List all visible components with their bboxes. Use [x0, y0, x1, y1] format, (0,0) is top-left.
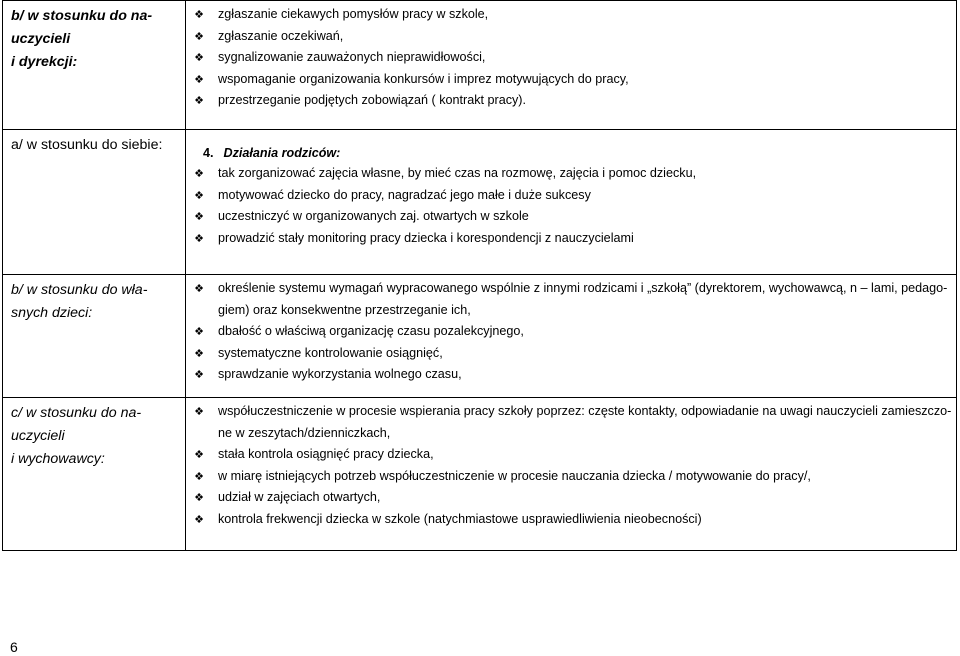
label-line: snych dzieci:: [11, 305, 93, 321]
item-text: kontrola frekwencji dziecka w szkole (natychmiastowe usprawiedliwienia nieobecności): [218, 511, 702, 526]
item-text: zgłaszanie ciekawych pomysłów pracy w szkole,: [218, 7, 489, 21]
label-line: uczycieli: [11, 31, 71, 47]
bullet-icon: ❖: [194, 72, 204, 86]
list-item: [190, 444, 952, 466]
row-content: [186, 275, 957, 398]
label-line: b/ w stosunku do na-: [11, 8, 153, 24]
list-item: [190, 163, 952, 185]
list-item: [190, 487, 952, 509]
list-item: [190, 321, 952, 343]
section-number: 4.: [203, 146, 214, 160]
list-item: [190, 47, 952, 69]
item-text: wspomaganie organizowania konkursów i imprez motywujących do pracy,: [218, 71, 629, 86]
bullet-icon: ❖: [194, 448, 204, 462]
bullet-icon: ❖: [194, 51, 204, 65]
row-content: [186, 1, 957, 130]
row-label: [3, 1, 186, 130]
page-number: 6: [10, 639, 18, 655]
list-item: [190, 4, 952, 26]
label-line: i dyrekcji:: [11, 54, 78, 70]
item-text: stała kontrola osiągnięć pracy dziecka,: [218, 447, 434, 462]
bullet-icon: ❖: [194, 512, 204, 526]
list-item: [190, 466, 952, 488]
list-item: [190, 26, 952, 48]
table-row: [3, 275, 957, 398]
table-row: [3, 398, 957, 551]
item-text: ne w zeszytach/dzienniczkach,: [218, 425, 391, 440]
item-text: giem) oraz konsekwentne przestrzeganie ich,: [218, 302, 471, 317]
bullet-icon: ❖: [194, 167, 204, 180]
item-text: sygnalizowanie zauważonych nieprawidłowości,: [218, 50, 486, 65]
table-row: [3, 130, 957, 275]
item-text: motywować dziecko do pracy, nagradzać jego małe i duże sukcesy: [218, 187, 591, 202]
label-line: b/ w stosunku do wła-: [11, 282, 148, 298]
list-item: [190, 90, 952, 112]
list-item: [190, 206, 952, 228]
section-heading: [190, 133, 952, 163]
label-line: i wychowawcy:: [11, 451, 105, 467]
item-text: tak zorganizować zajęcia własne, by mieć czas na rozmowę, zajęcia i pomoc dziecku,: [218, 166, 697, 180]
item-text: określenie systemu wymagań wypracowanego wspólnie z innymi rodzicami i „szkołą” (dyrektorem, wychowawcą, n – lami, pedago-: [218, 281, 948, 295]
list-item: [190, 509, 952, 531]
list-item: [190, 185, 952, 207]
bullet-list: [190, 163, 952, 249]
bullet-icon: ❖: [194, 405, 204, 418]
item-text: współuczestniczenie w procesie wspierania pracy szkoły poprzez: częste kontakty, odpowiadanie na uwagi nauczycieli zamieszczo-: [218, 404, 952, 418]
bullet-list: [190, 278, 952, 386]
item-text: dbałość o właściwą organizację czasu pozalekcyjnego,: [218, 324, 524, 339]
bullet-icon: ❖: [194, 29, 204, 43]
label-line: c/ w stosunku do na-: [11, 405, 142, 421]
list-item: [190, 278, 952, 321]
bullet-list: [190, 4, 952, 112]
list-item: [190, 401, 952, 444]
list-item: [190, 364, 952, 386]
bullet-icon: ❖: [194, 8, 204, 21]
label-line: uczycieli: [11, 428, 65, 444]
item-text: przestrzeganie podjętych zobowiązań ( kontrakt pracy).: [218, 93, 526, 108]
item-text: zgłaszanie oczekiwań,: [218, 28, 344, 43]
item-text: uczestniczyć w organizowanych zaj. otwartych w szkole: [218, 209, 529, 224]
list-item: [190, 69, 952, 91]
row-label: [3, 130, 186, 275]
bullet-icon: ❖: [194, 282, 204, 295]
bullet-icon: ❖: [194, 325, 204, 339]
item-text: prowadzić stały monitoring pracy dziecka i korespondencji z nauczycielami: [218, 230, 634, 245]
item-text: w miarę istniejących potrzeb współuczestniczenie w procesie nauczania dziecka / motywowanie do pracy/,: [218, 468, 811, 483]
row-label: [3, 398, 186, 551]
row-content: [186, 130, 957, 275]
bullet-icon: ❖: [194, 491, 204, 505]
bullet-icon: ❖: [194, 210, 204, 224]
bullet-icon: ❖: [194, 368, 204, 382]
document-table: [2, 0, 957, 551]
section-title: Działania rodziców:: [223, 146, 341, 160]
item-text: systematyczne kontrolowanie osiągnięć,: [218, 345, 443, 360]
row-content: [186, 398, 957, 551]
list-item: [190, 343, 952, 365]
bullet-icon: ❖: [194, 469, 204, 483]
list-item: [190, 228, 952, 250]
bullet-icon: ❖: [194, 94, 204, 108]
bullet-icon: ❖: [194, 346, 204, 360]
label-line: a/ w stosunku do siebie:: [11, 137, 163, 153]
table-row: [3, 1, 957, 130]
row-label: [3, 275, 186, 398]
item-text: udział w zajęciach otwartych,: [218, 490, 381, 505]
bullet-list: [190, 401, 952, 531]
bullet-icon: ❖: [194, 231, 204, 245]
bullet-icon: ❖: [194, 188, 204, 202]
item-text: sprawdzanie wykorzystania wolnego czasu,: [218, 367, 462, 382]
